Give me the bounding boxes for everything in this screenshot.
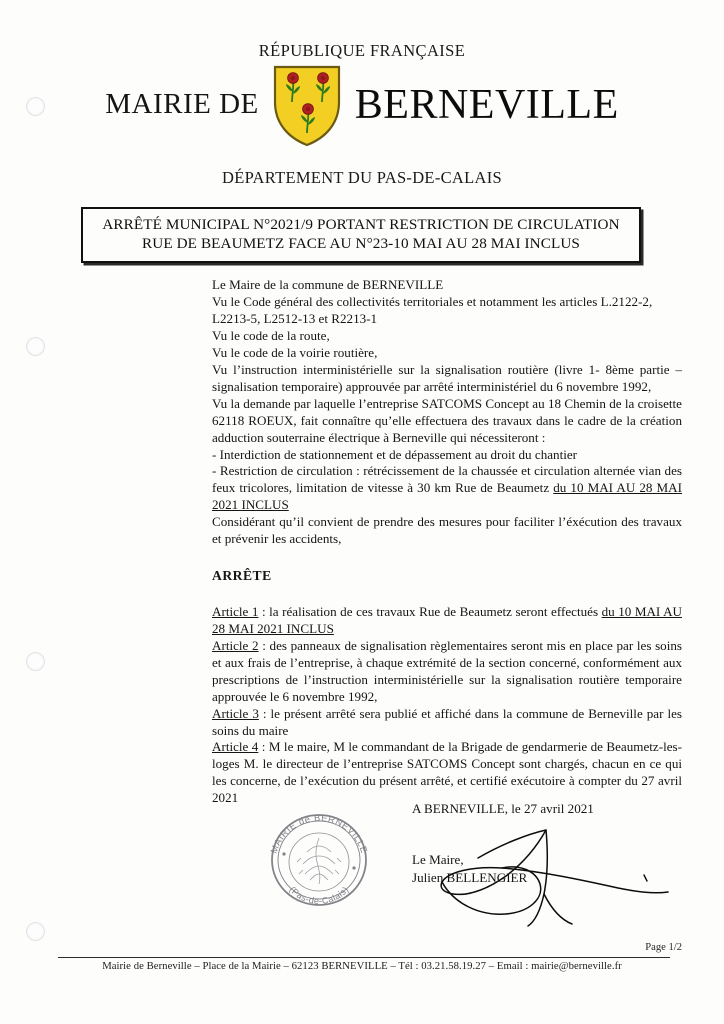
article-2-label: Article 2	[212, 637, 259, 653]
arrete-title-line-2: RUE DE BEAUMETZ FACE AU N°23-10 MAI AU 28 MAI INCLUS	[142, 235, 580, 253]
seal-bottom-text: (Pas-de-Calais)	[287, 884, 351, 907]
article-1-label: Article 1	[212, 603, 259, 619]
article-2-text: des panneaux de signalisation règlementaires seront mis en place par les soins et aux frais de l’entreprise, à chaque extrémité de la section concerné, conformément aux prescriptions de l’instruction interministérielle sur la signalisation routière temporaire approuvée le 6 novembre 1992,	[212, 637, 682, 704]
article-3	[212, 706, 682, 740]
measure-bullet-2-text: - Restriction de circulation : rétrécissement de la chaussée et circulation alternée vian des feux tricolores, limitation de vitesse à 30 km Rue de Beaumetz	[212, 463, 682, 496]
signatory-name: Julien BELLENGIER	[412, 869, 528, 885]
line-maire: Le Maire de la commune de BERNEVILLE	[212, 277, 444, 292]
article-1-text: la réalisation de ces travaux Rue de Beaumetz seront effectués	[269, 603, 602, 619]
article-2	[212, 638, 682, 706]
measure-bullet-2	[212, 463, 682, 514]
footer-divider	[58, 957, 670, 958]
svg-text:MAIRIE de BERNEVILLE	[269, 813, 370, 855]
article-1-dates: du 10 MAI AU 28 MAI 2021 INCLUS	[212, 603, 683, 636]
measure-bullet-1: - Interdiction de stationnement et de dépassement au droit du chantier	[212, 446, 578, 462]
visa-instruction: Vu l’instruction interministérielle sur la signalisation routière (livre 1- 8ème partie – signalisation temporaire) approuvée par arrêté interministériel du 6 novembre 1992,	[212, 361, 682, 394]
article-2-separator: :	[258, 637, 270, 653]
article-4-text: M le maire, M le commandant de la Brigade de gendarmerie de Beaumetz-les-loges M. le directeur de l’entreprise SATCOMS Concept sont chargés, chacun en ce qui les concerne, de l’exécution du présent arrêté, et certifié exécutoire à compter du 27 avril 2021	[212, 739, 682, 806]
republic-heading: RÉPUBLIQUE FRANÇAISE	[258, 41, 466, 60]
visa-code-voirie: Vu le code de la voirie routière,	[212, 344, 378, 360]
article-3-label: Article 3	[212, 705, 259, 721]
signatory-role: Le Maire,	[412, 852, 464, 868]
page-number: Page 1/2	[645, 942, 682, 953]
article-4-label: Article 4	[212, 739, 259, 755]
place-and-date: A BERNEVILLE, le 27 avril 2021	[412, 801, 594, 816]
hole-punch-mark	[26, 652, 45, 671]
seal-top-text: MAIRIE de BERNEVILLE	[268, 812, 370, 855]
coat-of-arms-icon	[271, 64, 343, 148]
article-3-separator: :	[258, 705, 271, 721]
hole-punch-mark	[26, 922, 45, 941]
svg-text:(Pas-de-Calais)	[287, 884, 350, 906]
visa-cgct-line-1: Vu le Code général des collectivités territoriales et notamment les articles L.2122-2,	[212, 293, 653, 309]
measure-bullet-2-dates: du 10 MAI AU 28 MAI 2021 INCLUS	[212, 480, 683, 513]
hole-punch-mark	[26, 337, 45, 356]
mairie-prefix: MAIRIE DE	[105, 87, 259, 120]
article-4-separator: :	[258, 739, 269, 755]
article-3-text: le présent arrêté sera publié et affiché dans la commune de Berneville par les soins du maire	[212, 705, 682, 738]
footer-contact: Mairie de Berneville – Place de la Mairie – 62123 BERNEVILLE – Tél : 03.21.58.19.27 – Email : mairie@berneville.fr	[102, 960, 622, 972]
arrete-title-box	[81, 207, 641, 263]
article-4	[212, 739, 682, 807]
article-1	[212, 604, 682, 638]
arrete-heading: ARRÊTE	[212, 568, 272, 584]
signature-block	[412, 800, 672, 886]
visa-demande: Vu la demande par laquelle l’entreprise SATCOMS Concept au 18 Chemin de la croisette 62118 ROEUX, fait connaître qu’elle effectuera des travaux dans le cadre de la création adduction souterraine électrique à Berneville qui nécessiteront :	[212, 395, 682, 445]
considerant-clause: Considérant qu’il convient de prendre des mesures pour faciliter l’éxécution des travaux et prévenir les accidents,	[212, 514, 682, 547]
commune-name: BERNEVILLE	[354, 82, 619, 129]
document-header	[0, 42, 724, 205]
document-body	[212, 277, 682, 807]
arrete-title-line-1: ARRÊTÉ MUNICIPAL N°2021/9 PORTANT RESTRICTION DE CIRCULATION	[102, 216, 620, 233]
department-heading: DÉPARTEMENT DU PAS-DE-CALAIS	[222, 168, 502, 188]
visa-cgct-line-2: L2213-5, L2512-13 et R2213-1	[212, 310, 378, 326]
visa-code-route: Vu le code de la route,	[212, 327, 330, 343]
mairie-title-row	[0, 60, 724, 152]
municipal-seal-stamp	[263, 808, 375, 910]
article-1-separator: :	[258, 603, 270, 619]
